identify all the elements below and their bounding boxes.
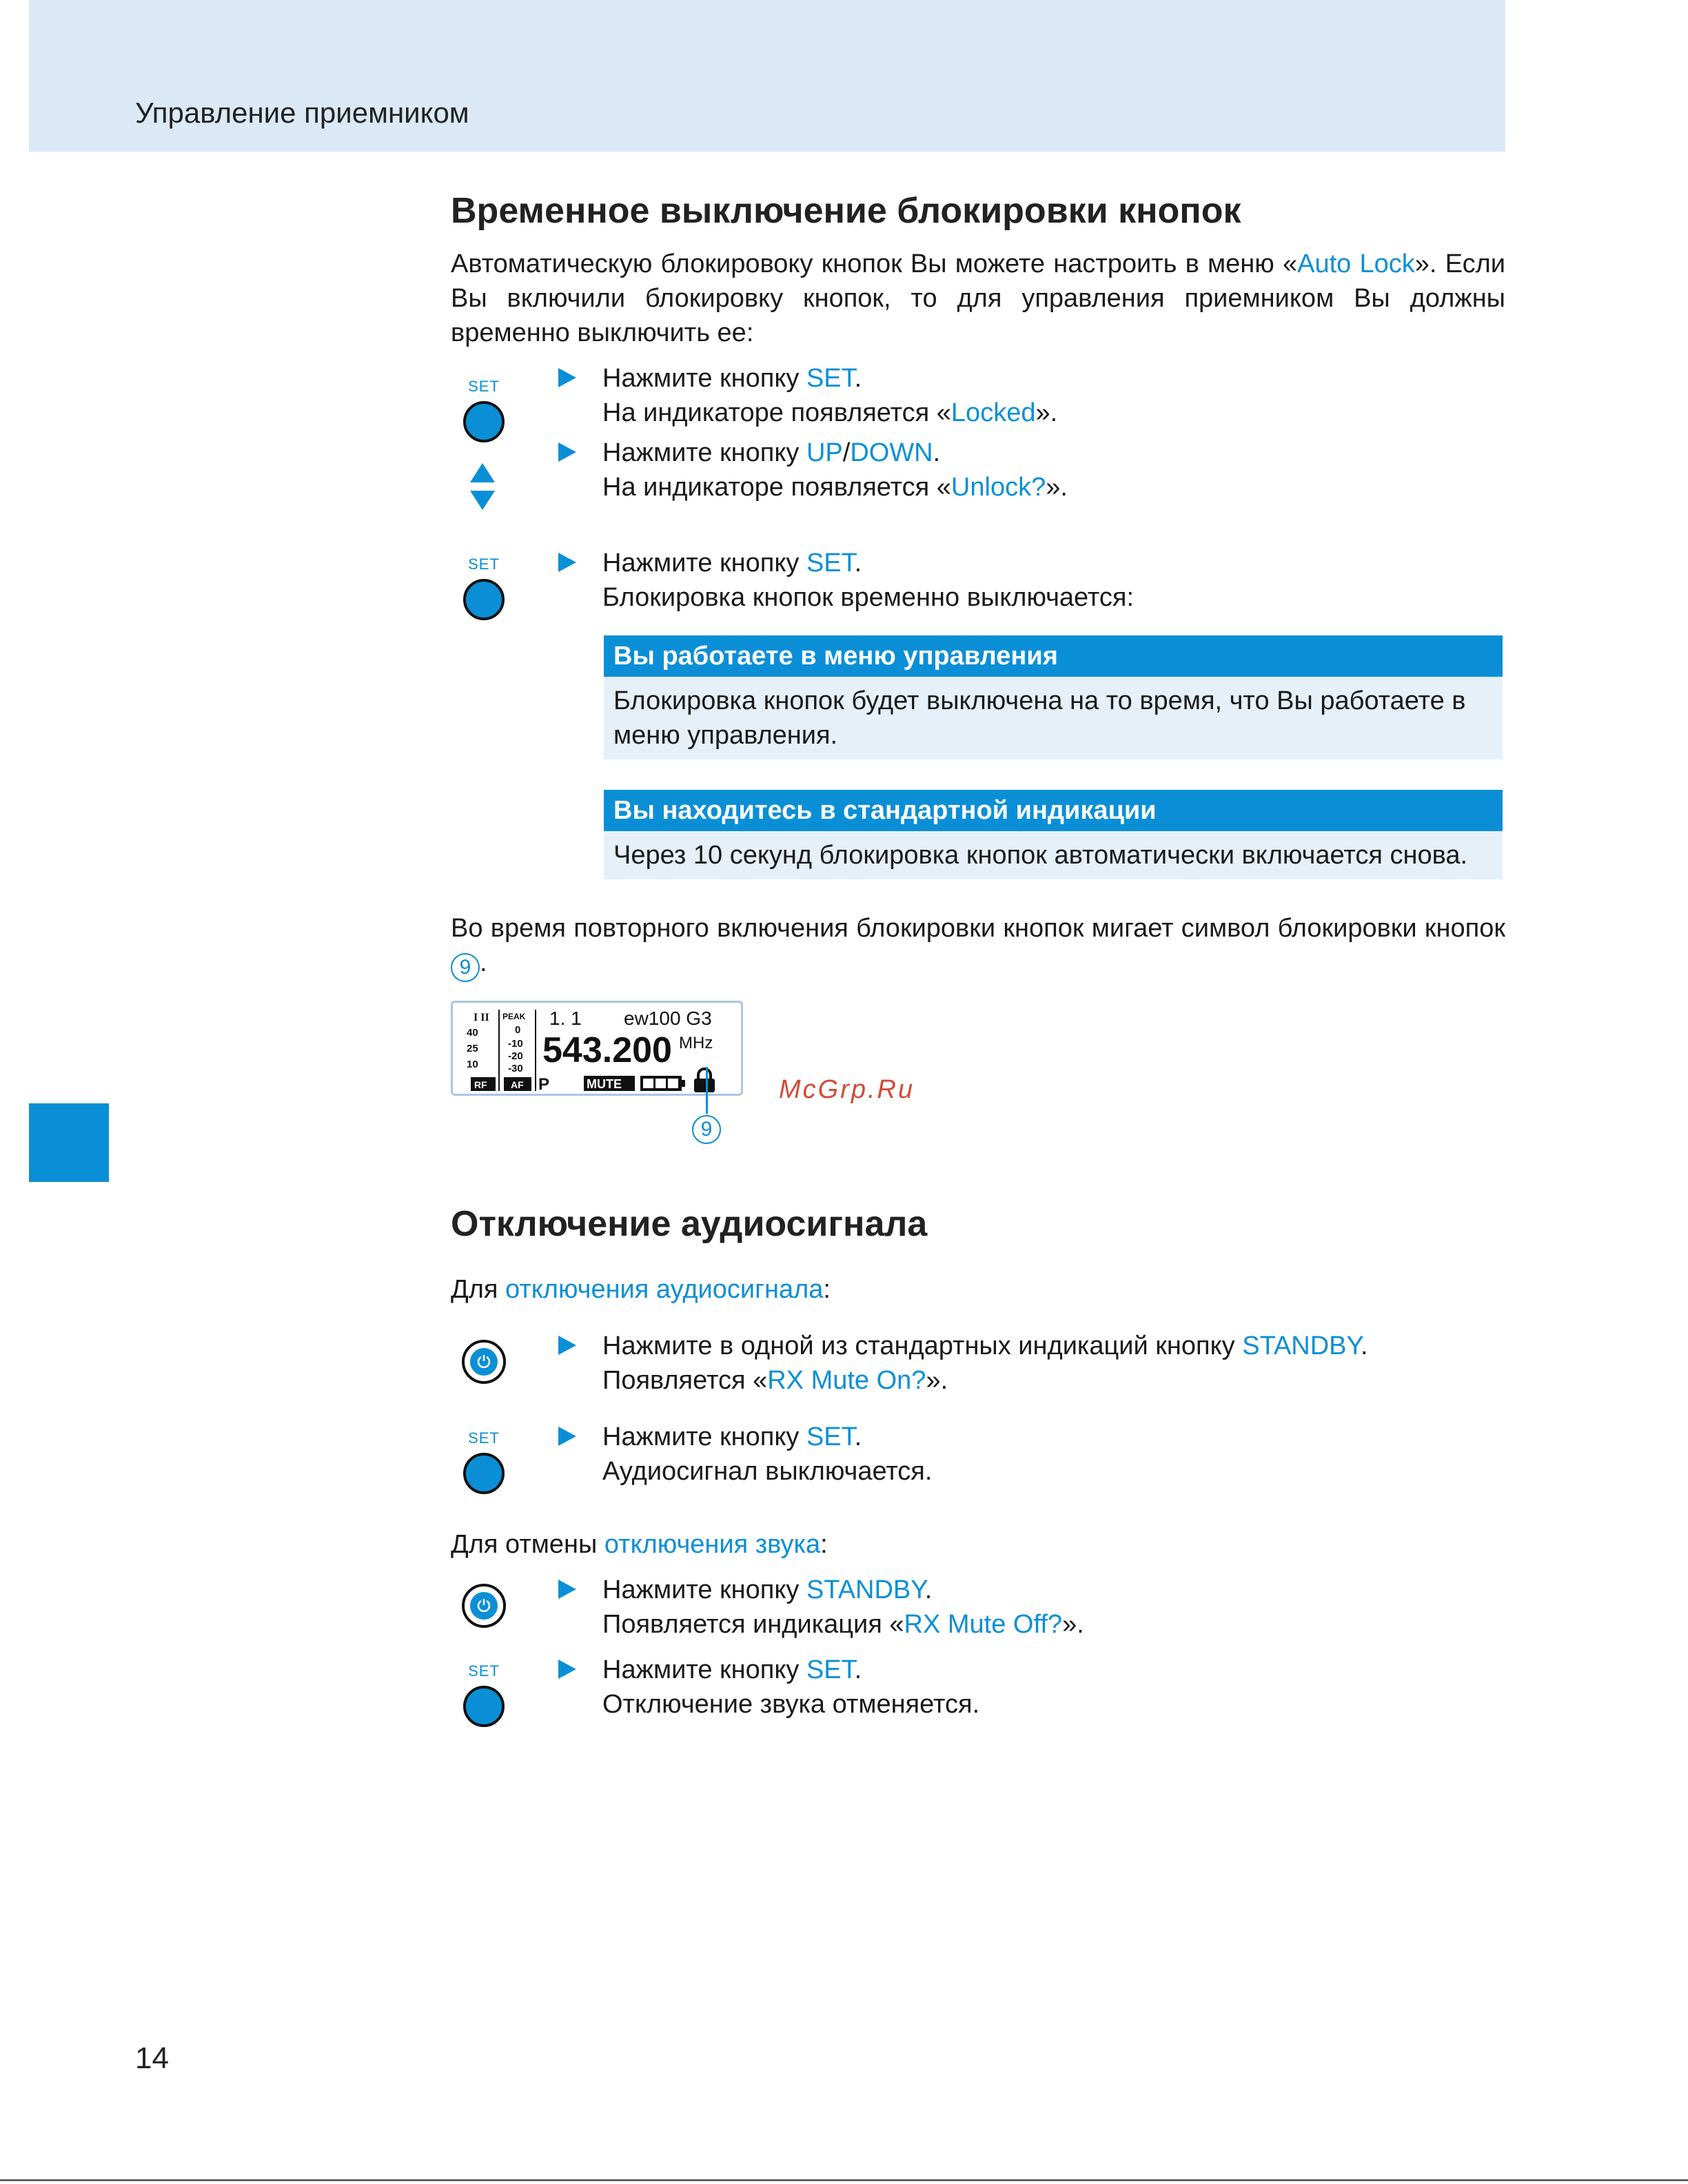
- receiver-lcd-display: [451, 1001, 743, 1096]
- callout-line: [706, 1067, 708, 1114]
- bullet-arrow-icon: [558, 1580, 576, 1599]
- frequency-unit: MHz: [679, 1034, 713, 1052]
- page-header-title: Управление приемником: [135, 96, 469, 129]
- chapter-side-tab: [29, 1103, 109, 1182]
- info-box-heading: Вы находитесь в стандартной индикации: [604, 790, 1503, 831]
- standby-button-icon: [462, 1584, 510, 1632]
- preset-number: 1. 1: [549, 1008, 582, 1029]
- bullet-arrow-icon: [558, 368, 576, 387]
- info-box-standard-display: [604, 790, 1503, 879]
- af-scale-20: -20: [508, 1050, 523, 1062]
- up-down-buttons-icon: [462, 463, 503, 518]
- af-scale-30: -30: [508, 1063, 523, 1074]
- rf-tag: RF: [474, 1079, 487, 1090]
- link-audio-mute: отключения аудиосигнала: [505, 1275, 824, 1304]
- menu-item-auto-lock: Auto Lock: [1297, 249, 1415, 278]
- rf-diversity-label: I II: [474, 1012, 489, 1023]
- info-box-body: Через 10 секунд блокировка кнопок автоматически включается снова.: [604, 831, 1503, 879]
- set-button-icon: SET: [456, 1662, 511, 1731]
- section1-outro: Во время повторного включения блокировки кнопок мигает символ блокировки кнопок 9 .: [451, 911, 1505, 982]
- callout-number-lock: 9: [692, 1115, 721, 1144]
- bullet-arrow-icon: [558, 1336, 576, 1355]
- receiver-name: ew100 G3: [624, 1008, 712, 1029]
- power-icon: [476, 1598, 492, 1614]
- bullet-arrow-icon: [558, 442, 576, 462]
- info-box-menu: [604, 635, 1503, 759]
- set-button-icon: SET: [456, 1429, 511, 1498]
- rf-scale-10: 10: [467, 1059, 478, 1070]
- watermark: McGrp.Ru: [779, 1075, 915, 1104]
- standby-button-icon: [462, 1340, 510, 1388]
- rf-scale-40: 40: [467, 1027, 478, 1039]
- mute-indicator: MUTE: [587, 1077, 622, 1091]
- info-box-body: Блокировка кнопок будет выключена на то время, что Вы работаете в меню управления.: [604, 677, 1503, 759]
- bottom-divider: [0, 2179, 1688, 2181]
- section2-lead-unmute: Для отмены отключения звука:: [451, 1530, 828, 1559]
- lock-icon: [694, 1069, 715, 1092]
- battery-icon: [640, 1076, 685, 1091]
- lcd-graphic: [453, 1003, 741, 1094]
- info-box-heading: Вы работаете в меню управления: [604, 635, 1503, 677]
- set-button-icon: SET: [456, 378, 511, 447]
- bullet-arrow-icon: [558, 1427, 576, 1446]
- power-icon: [476, 1354, 492, 1370]
- section1-intro: Автоматическую блокировоку кнопок Вы можете настроить в меню «Auto Lock». Если Вы включили блокировку кнопок, то для управления приемником Вы должны временно выключить ее:: [451, 249, 1505, 347]
- bullet-arrow-icon: [558, 1660, 576, 1679]
- frequency-value: 543.200: [542, 1030, 672, 1070]
- af-scale-10: -10: [508, 1038, 523, 1050]
- p-tag: P: [538, 1075, 550, 1094]
- section2-lead-mute: Для отключения аудиосигнала:: [451, 1275, 831, 1304]
- callout-number: 9: [451, 953, 480, 982]
- peak-label: PEAK: [502, 1012, 526, 1021]
- af-tag: AF: [511, 1079, 524, 1090]
- bullet-arrow-icon: [558, 553, 576, 572]
- set-button-icon: SET: [456, 555, 511, 624]
- section-title-audio-mute: Отключение аудиосигнала: [451, 1204, 928, 1244]
- af-scale-0: 0: [515, 1024, 521, 1036]
- rf-scale-25: 25: [467, 1043, 478, 1054]
- link-sound-mute: отключения звука: [604, 1530, 821, 1559]
- page-number: 14: [135, 2041, 169, 2075]
- section-title-key-lock: Временное выключение блокировки кнопок: [451, 191, 1241, 231]
